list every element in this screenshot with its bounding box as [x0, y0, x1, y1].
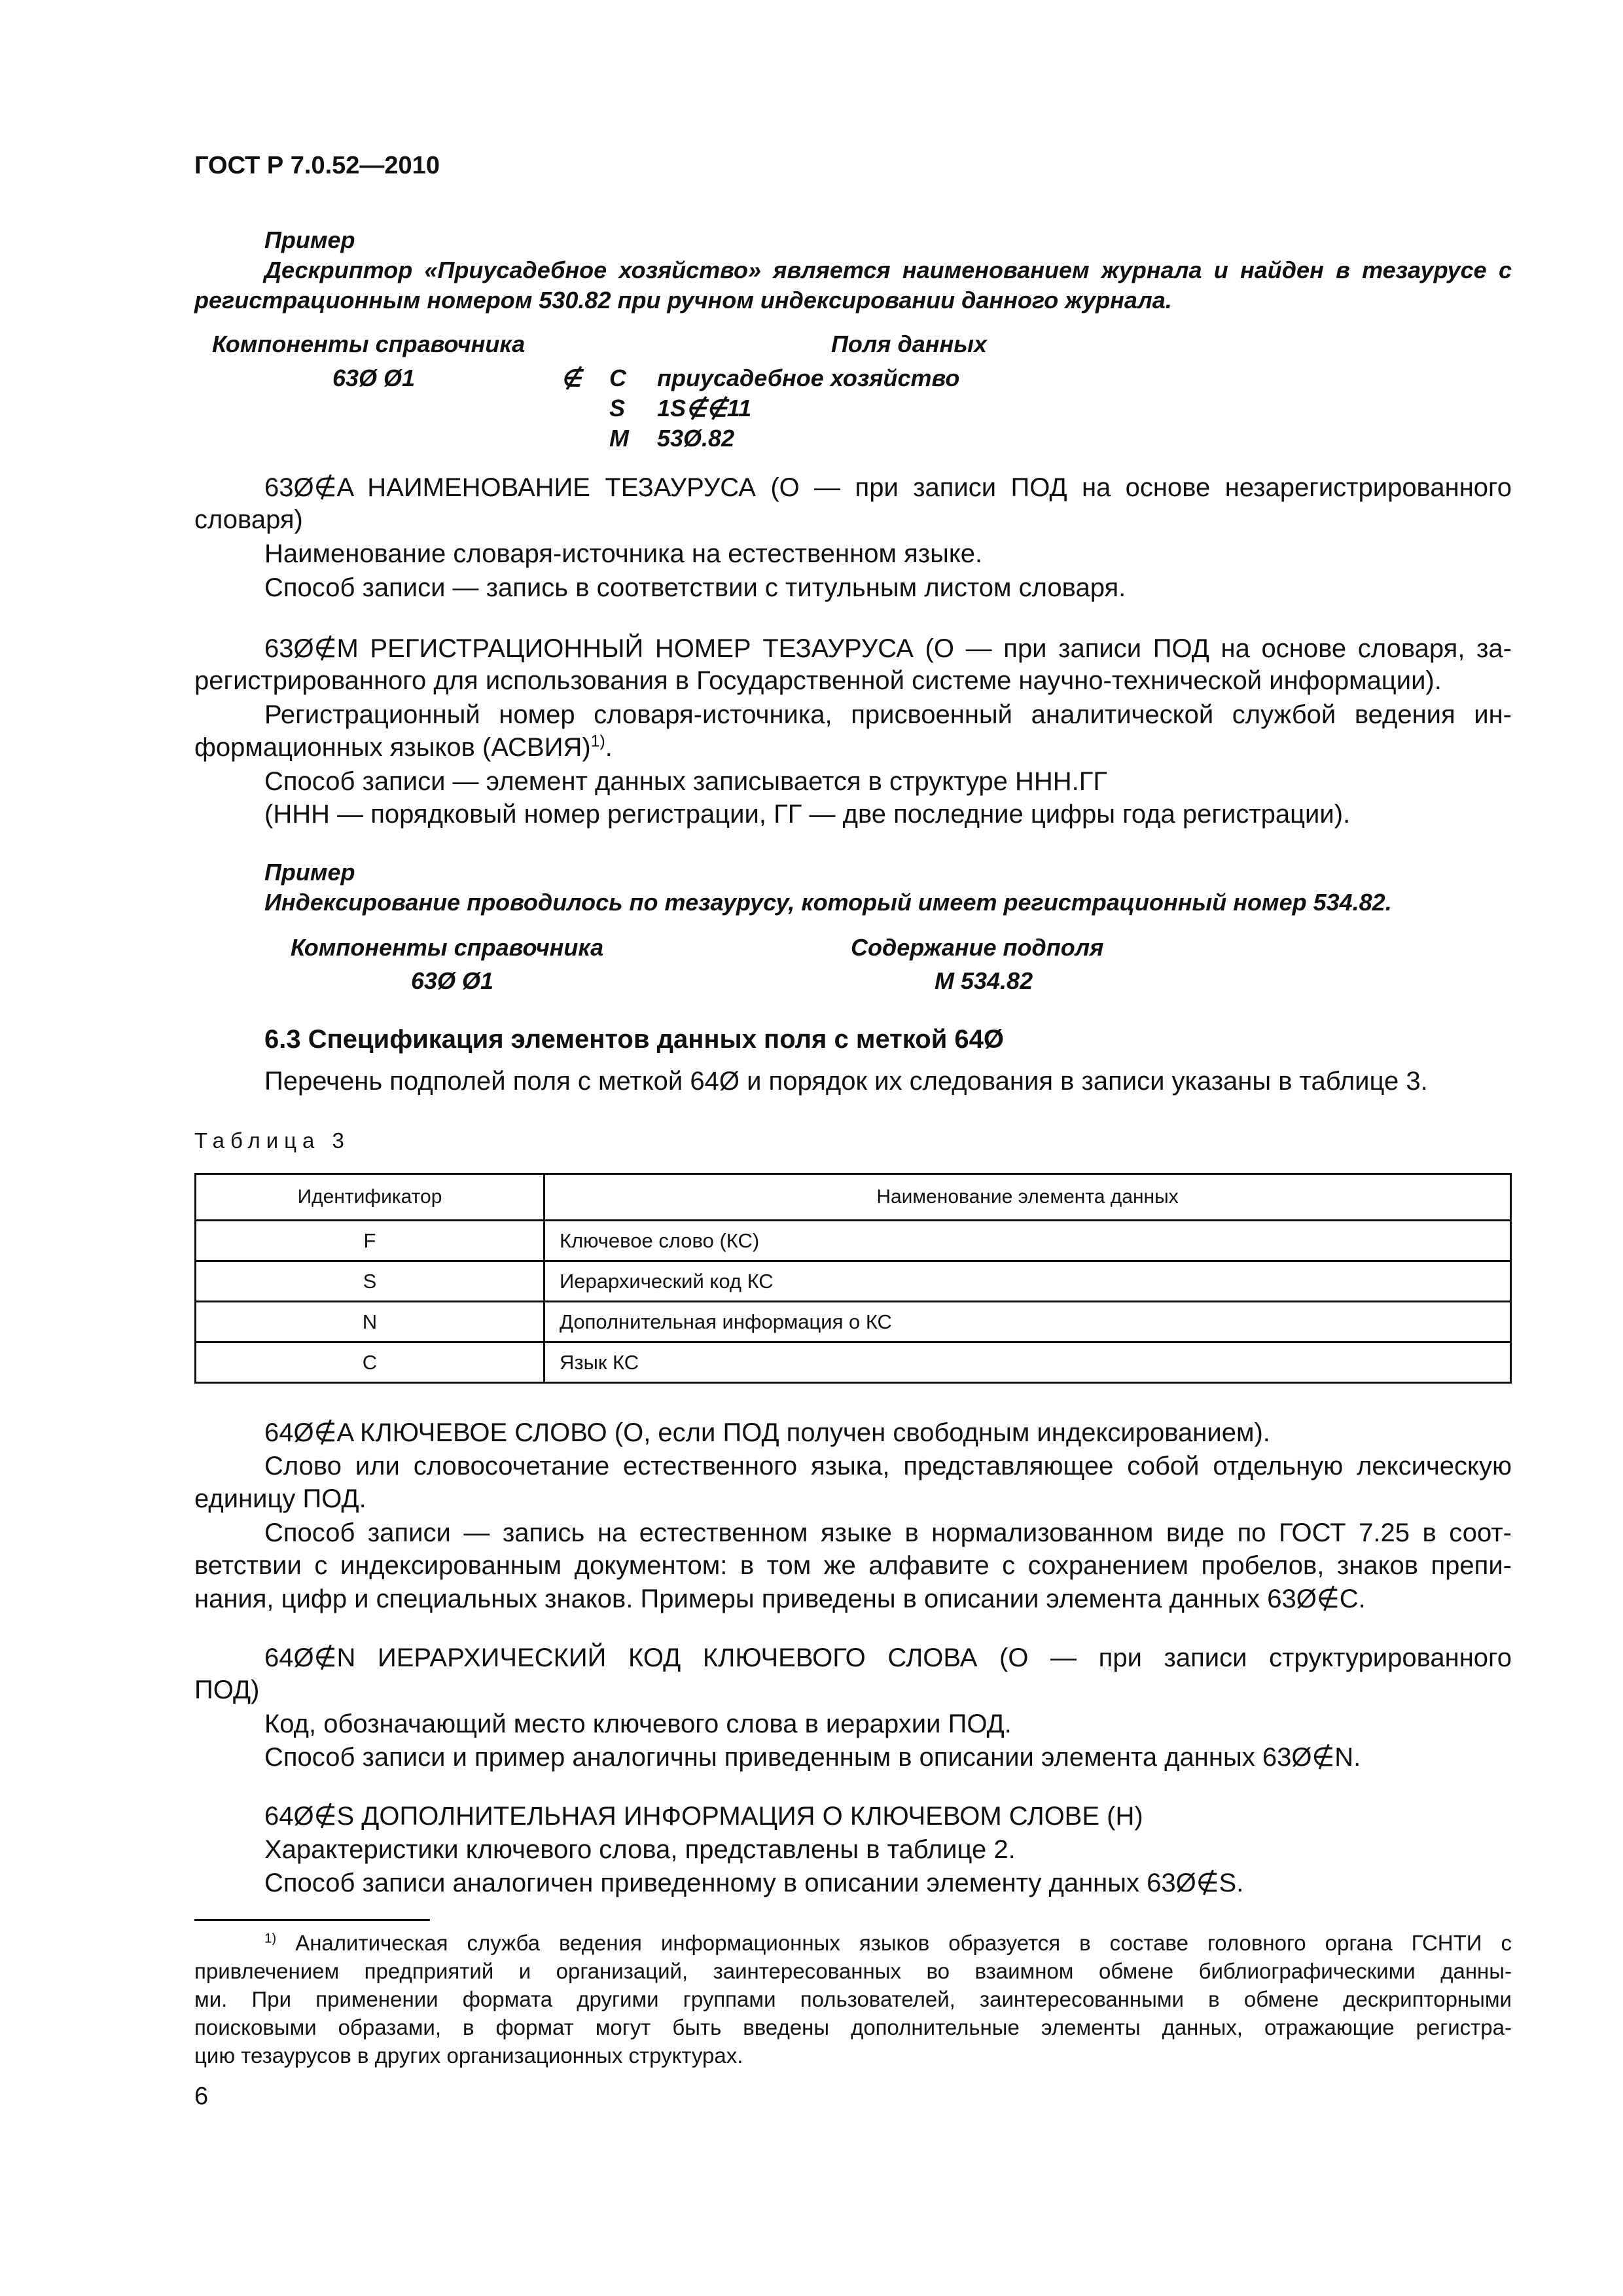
table-cell-identifier: C — [196, 1342, 544, 1383]
footnote-reference: 1) — [590, 732, 605, 751]
table-header-cell: Идентификатор — [196, 1174, 544, 1221]
example-field-code: 63Ø Ø1 — [411, 967, 494, 994]
example-column-header-left: Компоненты справочника — [291, 934, 604, 961]
paragraph: Способ записи — элемент данных записывается в структуре ННН.ГГ — [264, 767, 1108, 796]
footnote-line — [264, 1931, 1512, 1956]
table-row — [196, 1342, 1511, 1383]
example-row-value: 1S∉∉11 — [657, 395, 752, 422]
footnote-line: привлечением предприятий и организаций, заинтересованных во взаимном обмене библиографическими данны- — [194, 1959, 1512, 1983]
table-row — [196, 1302, 1511, 1342]
field-definition-line: 64Ø∉S ДОПОЛНИТЕЛЬНАЯ ИНФОРМАЦИЯ О КЛЮЧЕВОМ СЛОВЕ (Н) — [264, 1802, 1143, 1831]
example-text-line: Дескриптор «Приусадебное хозяйство» является наименованием журнала и найден в тезаурусе с — [264, 257, 1512, 283]
example-field-code: 63Ø Ø1 — [332, 365, 416, 391]
paragraph-text: формационных языков (АСВИЯ) — [194, 733, 591, 762]
table-cell-name: Ключевое слово (КС) — [544, 1221, 1511, 1261]
example-row-letter: S — [609, 395, 626, 422]
paragraph: Регистрационный номер словаря-источника, присвоенный аналитической службой ведения ин- — [264, 700, 1512, 729]
example-label: Пример — [264, 859, 355, 886]
paragraph-punctuation: . — [605, 733, 613, 762]
footnote-text: Аналитическая служба ведения информационных языков образуется в составе головного органа ГСНТИ с — [295, 1931, 1512, 1955]
example-field-value: M 534.82 — [935, 967, 1033, 994]
table-row — [196, 1261, 1511, 1302]
footnote-separator — [194, 1919, 430, 1921]
paragraph: Наименование словаря-источника на естественном языке. — [264, 539, 983, 568]
example-column-header-right: Содержание подполя — [851, 934, 1104, 961]
section-heading: 6.3 Спецификация элементов данных поля с меткой 64Ø — [264, 1025, 1004, 1054]
field-definition-line: 64Ø∉A КЛЮЧЕВОЕ СЛОВО (О, если ПОД получен свободным индексированием). — [264, 1418, 1270, 1447]
paragraph: Способ записи — запись на естественном языке в нормализованном виде по ГОСТ 7.25 в соот- — [264, 1518, 1512, 1547]
document-header-title: ГОСТ Р 7.0.52—2010 — [194, 152, 440, 179]
example-row-value: приусадебное хозяйство — [657, 365, 960, 391]
footnote-line: цию тезаурусов в других организационных структурах. — [194, 2043, 743, 2068]
field-definition-line: 63Ø∉A НАИМЕНОВАНИЕ ТЕЗАУРУСА (О — при записи ПОД на основе незарегистрированного — [264, 473, 1512, 502]
table-cell-identifier: F — [196, 1221, 544, 1261]
field-definition-line: регистрированного для использования в Государственной системе научно-технической информации). — [194, 666, 1442, 695]
table-cell-name: Иерархический код КС — [544, 1261, 1511, 1302]
paragraph: ветствии с индексированным документом: в том же алфавите с сохранением пробелов, знаков препи- — [194, 1551, 1512, 1580]
page-number: 6 — [194, 2083, 209, 2110]
paragraph: Характеристики ключевого слова, представлены в таблице 2. — [264, 1835, 1016, 1864]
table-caption: Таблица 3 — [194, 1128, 350, 1153]
table-header-cell: Наименование элемента данных — [544, 1174, 1511, 1221]
example-text-line: Индексирование проводилось по тезаурусу, который имеет регистрационный номер 534.82. — [264, 889, 1392, 916]
paragraph: Слово или словосочетание естественного языка, представляющее собой отдельную лексическую — [264, 1452, 1512, 1480]
paragraph: единицу ПОД. — [194, 1484, 366, 1513]
paragraph: Код, обозначающий место ключевого слова в иерархии ПОД. — [264, 1710, 1012, 1738]
field-definition-line: 64Ø∉N ИЕРАРХИЧЕСКИЙ КОД КЛЮЧЕВОГО СЛОВА (О — при записи структурированного — [264, 1643, 1512, 1672]
example-row-letter: M — [609, 425, 629, 452]
example-text-line: регистрационным номером 530.82 при ручном индексировании данного журнала. — [194, 287, 1172, 314]
paragraph — [194, 733, 613, 762]
table-header-row — [196, 1174, 1511, 1221]
example-label: Пример — [264, 226, 355, 253]
example-column-header-right: Поля данных — [831, 331, 988, 357]
table-cell-identifier: S — [196, 1261, 544, 1302]
table-cell-name: Дополнительная информация о КС — [544, 1302, 1511, 1342]
paragraph: Способ записи — запись в соответствии с титульным листом словаря. — [264, 573, 1126, 602]
field-definition-line: 63Ø∉M РЕГИСТРАЦИОННЫЙ НОМЕР ТЕЗАУРУСА (О — при записи ПОД на основе словаря, за- — [264, 634, 1512, 663]
footnote-line: ми. При применении формата другими группами пользователей, заинтересованными в обмене дескрипторными — [194, 1987, 1512, 2011]
paragraph: Способ записи аналогичен приведенному в описании элементу данных 63Ø∉S. — [264, 1869, 1244, 1897]
paragraph: Способ записи и пример аналогичны приведенным в описании элемента данных 63Ø∉N. — [264, 1743, 1361, 1772]
field-definition-line: словаря) — [194, 505, 303, 534]
example-column-header-left: Компоненты справочника — [212, 331, 526, 357]
table-cell-identifier: N — [196, 1302, 544, 1342]
field-definition-line: ПОД) — [194, 1676, 260, 1704]
footnote-mark: 1) — [264, 1931, 277, 1946]
table-cell-name: Язык КС — [544, 1342, 1511, 1383]
subfield-delimiter-symbol: ∉ — [561, 365, 582, 391]
example-row-value: 53Ø.82 — [657, 425, 735, 452]
table-row — [196, 1221, 1511, 1261]
example-row-letter: C — [609, 365, 626, 391]
paragraph: Перечень подполей поля с меткой 64Ø и порядок их следования в записи указаны в таблице 3. — [264, 1067, 1428, 1096]
paragraph: нания, цифр и специальных знаков. Примеры приведены в описании элемента данных 63Ø∉C. — [194, 1585, 1366, 1613]
table-3 — [194, 1173, 1512, 1384]
paragraph: (ННН — порядковый номер регистрации, ГГ — две последние цифры года регистрации). — [264, 800, 1351, 829]
footnote-line: поисковыми образами, в формат могут быть введены дополнительные элементы данных, отражающие регистра- — [194, 2015, 1512, 2039]
